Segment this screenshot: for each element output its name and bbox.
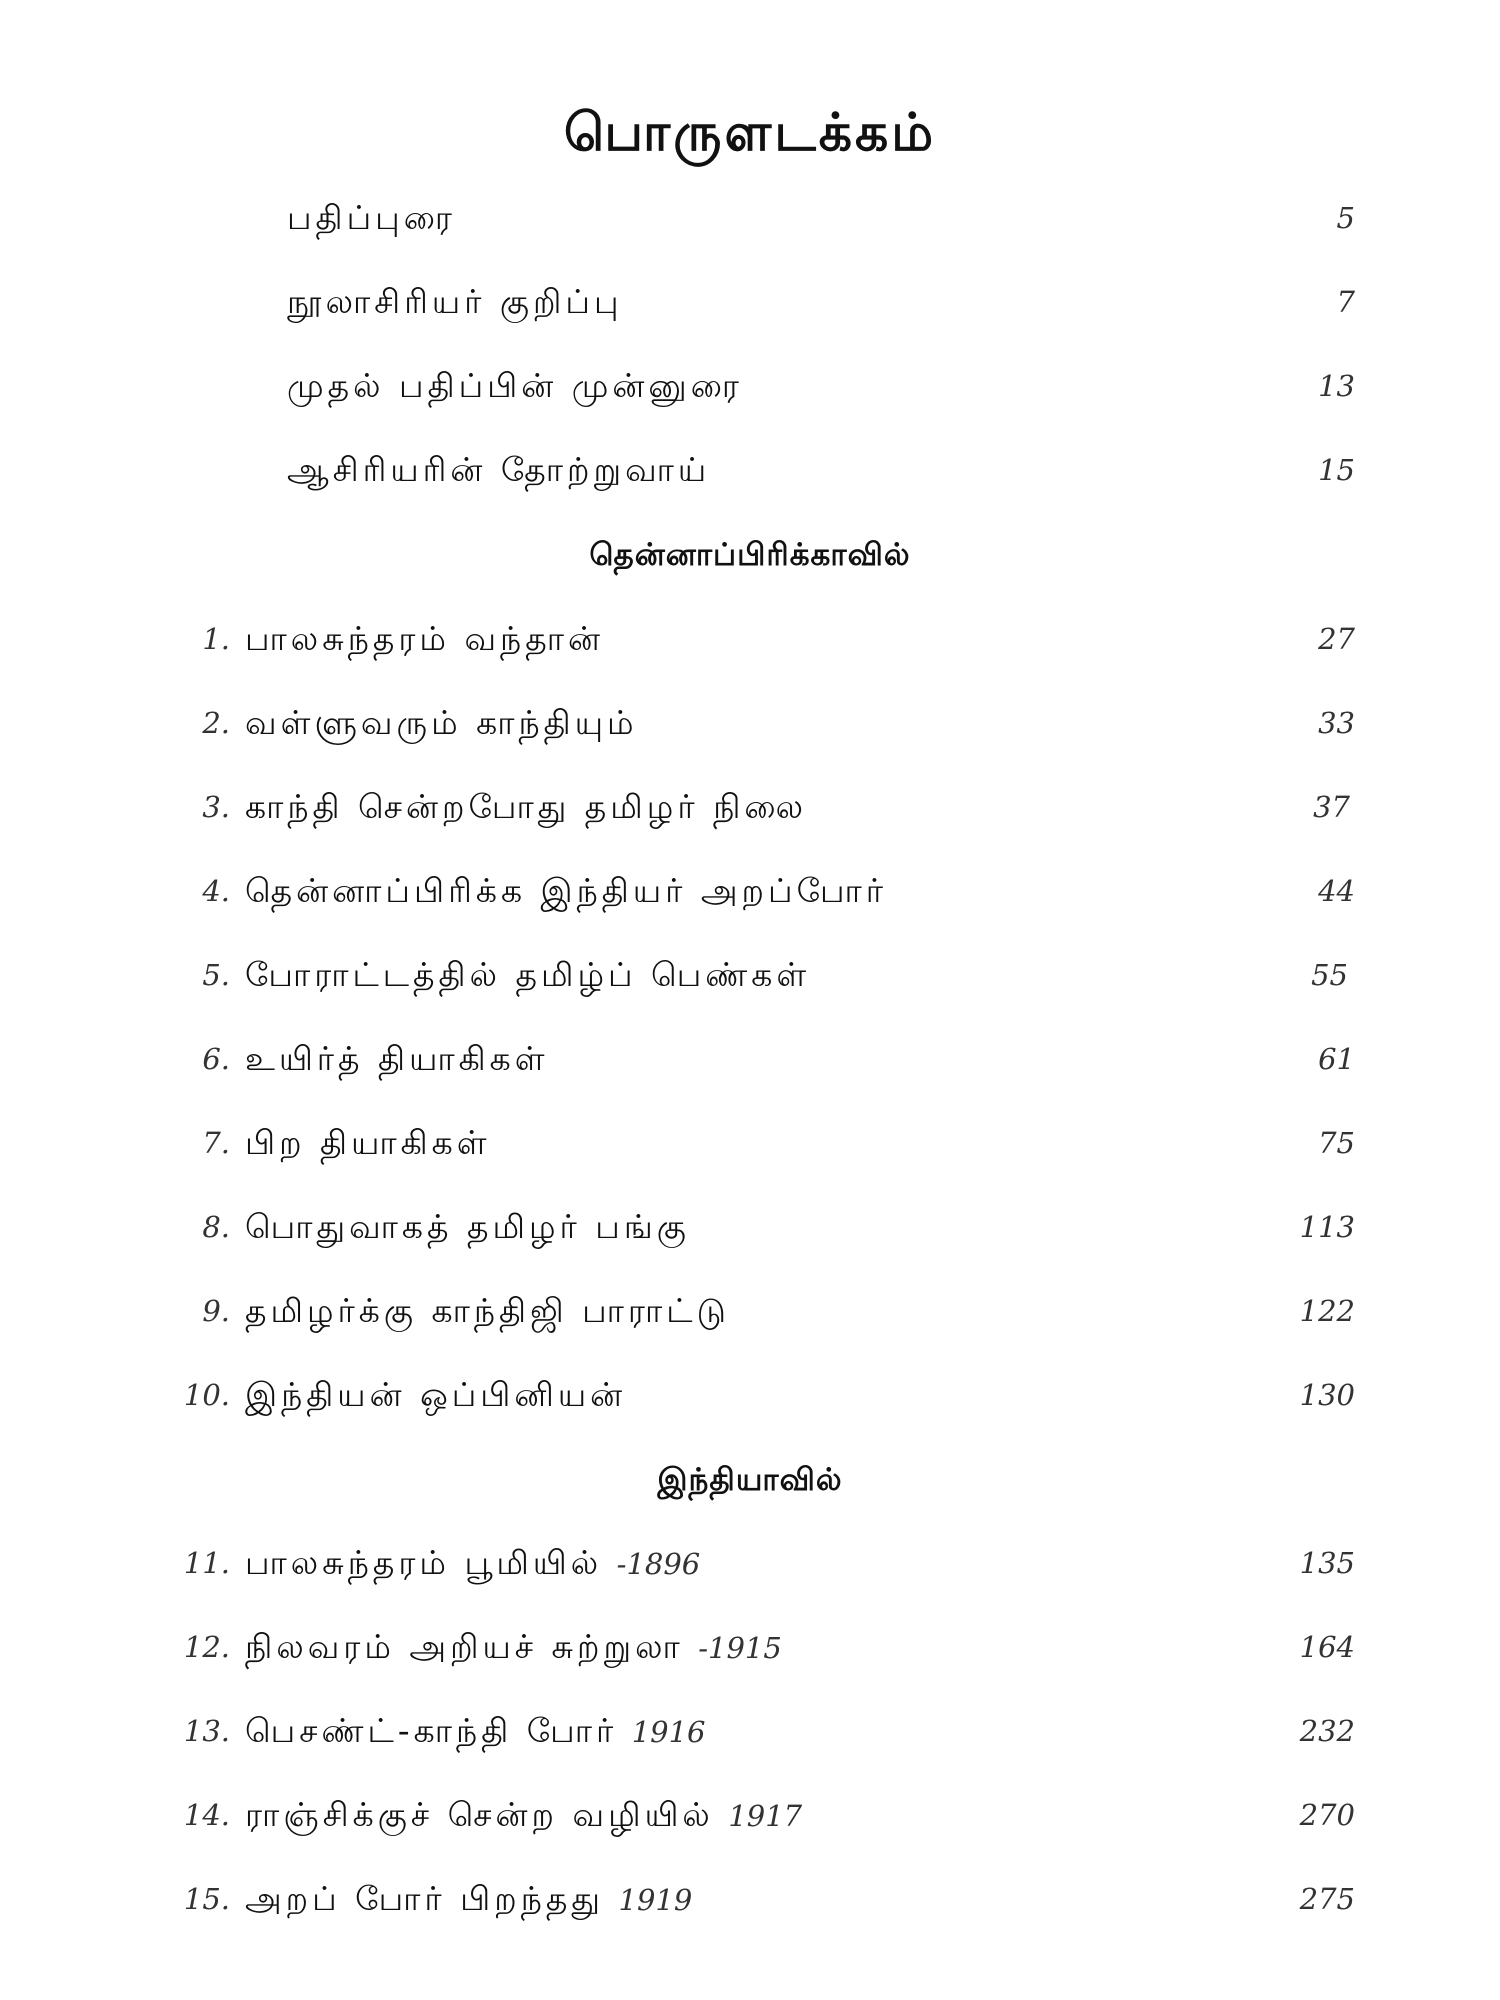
chapter-row: [0, 782, 1500, 832]
chapter-row: [0, 1706, 1500, 1756]
chapter-row: [0, 1538, 1500, 1588]
chapter-number: 10.: [183, 1378, 230, 1412]
chapter-row: [0, 1790, 1500, 1840]
chapter-number: 12.: [183, 1630, 230, 1664]
chapter-number: 4.: [202, 874, 230, 908]
chapter-number: 1.: [202, 622, 230, 656]
front-matter-item: [0, 361, 1500, 411]
chapter-row: [0, 1622, 1500, 1672]
chapter-title: போராட்டத்தில் தமிழ்ப் பெண்கள்: [245, 955, 811, 994]
chapter-title-text: பெசண்ட்-காந்தி போர்: [245, 1711, 618, 1750]
chapter-page: 44: [1318, 874, 1355, 908]
chapter-year: 1916: [631, 1715, 706, 1749]
chapter-page: 164: [1299, 1630, 1355, 1664]
chapter-title: தமிழர்க்கு காந்திஜி பாராட்டு: [245, 1291, 730, 1330]
chapter-page: 232: [1299, 1714, 1355, 1748]
chapter-number: 8.: [202, 1210, 230, 1244]
chapter-title: பாலசுந்தரம் வந்தான்: [245, 619, 604, 658]
chapter-page: 61: [1318, 1042, 1355, 1076]
chapter-number: 5.: [202, 958, 230, 992]
chapter-row: [0, 950, 1500, 1000]
chapter-row: [0, 1118, 1500, 1168]
chapter-year: -1915: [698, 1631, 782, 1665]
chapter-year: 1917: [728, 1799, 803, 1833]
chapter-year: -1896: [616, 1547, 701, 1581]
front-matter-label: நூலாசிரியர் குறிப்பு: [287, 282, 623, 321]
chapter-title-text: நிலவரம் அறியச் சுற்றுலா: [245, 1627, 684, 1666]
chapter-title: வள்ளுவரும் காந்தியும்: [245, 703, 638, 742]
front-matter-page: 7: [1336, 285, 1355, 319]
chapter-title: [245, 1874, 692, 1925]
chapter-page: 33: [1318, 706, 1355, 740]
chapter-page: 270: [1299, 1798, 1355, 1832]
front-matter-item: [0, 445, 1500, 495]
front-matter-item: [0, 277, 1500, 327]
chapter-title-text: அறப் போர் பிறந்தது: [245, 1879, 604, 1918]
front-matter-page: 15: [1318, 453, 1355, 487]
chapter-page: 275: [1299, 1882, 1355, 1916]
chapter-number: 2.: [202, 706, 230, 740]
chapter-title: [245, 1538, 700, 1589]
chapter-title: உயிர்த் தியாகிகள்: [245, 1039, 549, 1078]
chapter-page: 37: [1313, 790, 1350, 824]
chapter-number: 13.: [183, 1714, 230, 1748]
chapter-row: [0, 698, 1500, 748]
chapter-title: தென்னாப்பிரிக்க இந்தியர் அறப்போர்: [245, 871, 888, 910]
section-heading-south-africa: தென்னாப்பிரிக்காவில்: [589, 537, 911, 573]
chapter-page: 130: [1299, 1378, 1355, 1412]
chapter-page: 27: [1318, 622, 1355, 656]
chapter-row: [0, 1286, 1500, 1336]
chapter-title: இந்தியன் ஒப்பினியன்: [245, 1375, 627, 1414]
section-heading-india: இந்தியாவில்: [657, 1462, 843, 1498]
front-matter-label: ஆசிரியரின் தோற்றுவாய்: [287, 450, 711, 489]
chapter-title-text: ராஞ்சிக்குச் சென்ற வழியில்: [245, 1795, 714, 1834]
chapter-title: [245, 1706, 706, 1757]
chapter-page: 122: [1299, 1294, 1355, 1328]
chapter-title: பிற தியாகிகள்: [245, 1123, 491, 1162]
front-matter-page: 13: [1318, 369, 1355, 403]
chapter-page: 75: [1318, 1126, 1355, 1160]
chapter-row: [0, 1370, 1500, 1420]
chapter-title: காந்தி சென்றபோது தமிழர் நிலை: [245, 787, 808, 826]
chapter-number: 3.: [202, 790, 230, 824]
chapter-page: 55: [1311, 958, 1348, 992]
chapter-page: 113: [1299, 1210, 1355, 1244]
front-matter-label: பதிப்புரை: [287, 198, 456, 237]
chapter-number: 15.: [183, 1882, 230, 1916]
chapter-row: [0, 1874, 1500, 1924]
chapter-row: [0, 866, 1500, 916]
chapter-title: பொதுவாகத் தமிழர் பங்கு: [245, 1207, 690, 1246]
front-matter-page: 5: [1336, 201, 1355, 235]
chapter-number: 7.: [202, 1126, 230, 1160]
chapter-title: [245, 1622, 782, 1673]
page-title: பொருளடக்கம்: [563, 103, 937, 163]
chapter-number: 6.: [202, 1042, 230, 1076]
chapter-year: 1919: [618, 1883, 693, 1917]
chapter-page: 135: [1299, 1546, 1355, 1580]
chapter-number: 9.: [202, 1294, 230, 1328]
chapter-row: [0, 1034, 1500, 1084]
front-matter-item: [0, 193, 1500, 243]
chapter-number: 11.: [183, 1546, 230, 1580]
front-matter-label: முதல் பதிப்பின் முன்னுரை: [287, 366, 743, 405]
chapter-title: [245, 1790, 802, 1841]
chapter-title-text: பாலசுந்தரம் பூமியில்: [245, 1543, 603, 1582]
chapter-row: [0, 614, 1500, 664]
chapter-number: 14.: [183, 1798, 230, 1832]
chapter-row: [0, 1202, 1500, 1252]
